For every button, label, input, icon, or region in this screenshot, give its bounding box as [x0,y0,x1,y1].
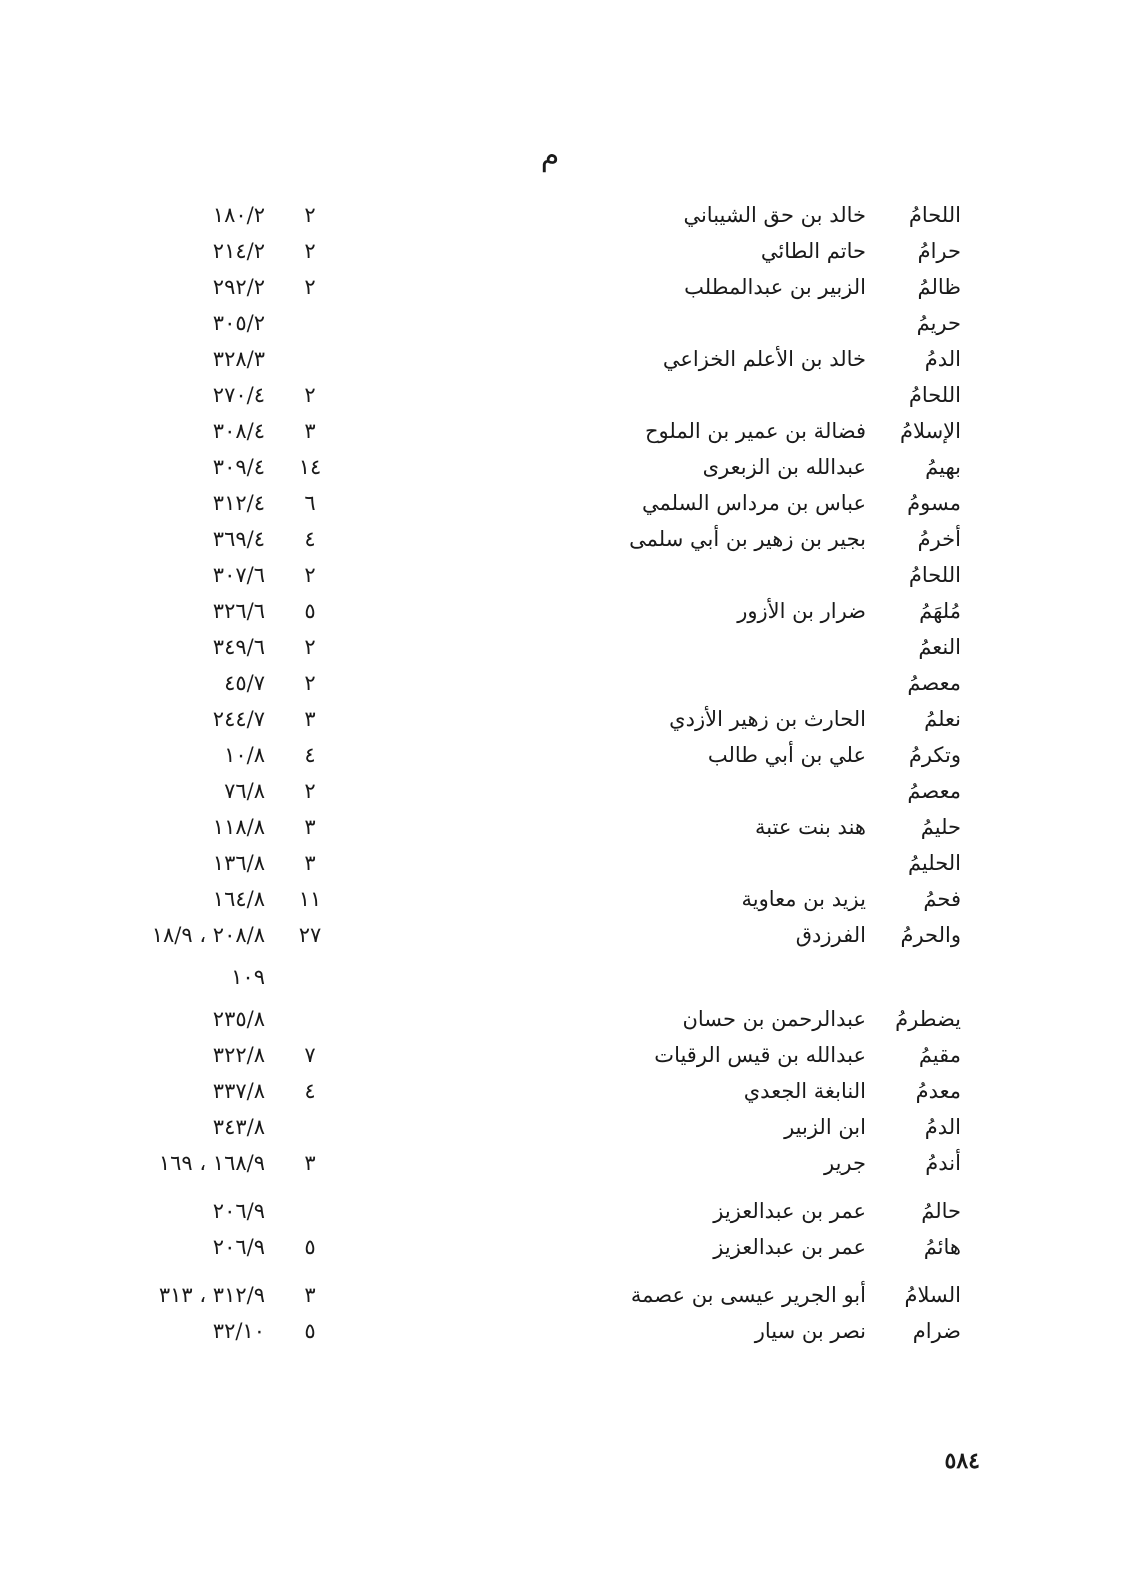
poet-name: أبو الجرير عيسى بن عصمة [630,1283,866,1307]
poet-name: خالد بن حق الشيباني [683,203,866,227]
rhyme-word: اللحامُ [908,563,961,587]
section-letter: م [540,138,560,173]
index-row [0,1316,1121,1352]
volume-page-reference: ٣٤٣/٨ [212,1115,265,1139]
rhyme-word: مُلهَمُ [919,599,961,623]
rhyme-word: أخرمُ [917,527,961,551]
index-row [0,704,1121,740]
verse-count: ٣ [304,419,316,443]
volume-page-reference: ١٠/٨ [224,743,265,767]
verse-count: ٤ [304,1079,316,1103]
verse-count: ٤ [304,527,316,551]
poetry-index-table [0,200,1121,1352]
rhyme-word: الإسلامُ [900,419,961,443]
rhyme-word: نعلمُ [924,707,961,731]
verse-count: ٧ [304,1043,316,1067]
index-row [0,632,1121,668]
rhyme-word: الدمُ [924,1115,961,1139]
volume-page-reference: ٢٠٨/٨ ، ١٨/٩ [151,923,265,947]
poet-name: النابغة الجعدي [743,1079,866,1103]
volume-page-reference: ٤٥/٧ [224,671,265,695]
poet-name: بجير بن زهير بن أبي سلمى [629,527,866,551]
volume-page-reference: ١٨٠/٢ [212,203,265,227]
verse-count: ٣ [304,1151,316,1175]
poet-name: ضرار بن الأزور [737,599,866,623]
rhyme-word: مقيمُ [918,1043,961,1067]
volume-page-reference: ٢٩٢/٢ [212,275,265,299]
volume-page-reference: ٣٠٩/٤ [212,455,265,479]
index-row [0,1040,1121,1076]
rhyme-word: حرامُ [917,239,961,263]
index-row [0,344,1121,380]
volume-page-reference: ٢٠٦/٩ [212,1235,265,1259]
verse-count: ١١ [298,887,322,911]
poet-name: ابن الزبير [784,1115,866,1139]
poet-name: عباس بن مرداس السلمي [642,491,866,515]
volume-page-reference: ٣٢/١٠ [212,1319,265,1343]
verse-count: ٣ [304,815,316,839]
verse-count: ٢ [304,779,316,803]
index-row [0,1076,1121,1112]
volume-page-reference: ٣٢٢/٨ [212,1043,265,1067]
rhyme-word: مسومُ [907,491,961,515]
verse-count: ٣ [304,851,316,875]
verse-count: ٣ [304,1283,316,1307]
volume-page-reference: ٣٣٧/٨ [212,1079,265,1103]
verse-count: ٦ [304,491,316,515]
volume-page-reference: ١١٨/٨ [212,815,265,839]
verse-count: ٥ [304,1319,316,1343]
index-row [0,1004,1121,1040]
rhyme-word: والحرمُ [900,923,961,947]
index-row [0,596,1121,632]
poet-name: حاتم الطائي [760,239,866,263]
rhyme-word: النعمُ [918,635,961,659]
volume-page-reference: ١٠٩ [231,965,265,989]
rhyme-word: معصمُ [907,671,961,695]
volume-page-reference: ٣٢٨/٣ [212,347,265,371]
rhyme-word: أندمُ [925,1151,961,1175]
poet-name: عبدالله بن قيس الرقيات [654,1043,866,1067]
volume-page-reference: ٢٠٦/٩ [212,1199,265,1223]
rhyme-word: حليمُ [920,815,961,839]
verse-count: ٢٧ [298,923,322,947]
volume-page-reference: ١٦٨/٩ ، ١٦٩ [158,1151,265,1175]
verse-count: ٢ [304,563,316,587]
poet-name: هند بنت عتبة [754,815,866,839]
index-row [0,272,1121,308]
poet-name: عبدالرحمن بن حسان [682,1007,866,1031]
verse-count: ٢ [304,275,316,299]
index-row [0,884,1121,920]
rhyme-word: ظالمُ [917,275,961,299]
index-row [0,1280,1121,1316]
index-row [0,776,1121,812]
rhyme-word: وتكرمُ [908,743,961,767]
rhyme-word: فحمُ [923,887,961,911]
index-row [0,524,1121,560]
poet-name: علي بن أبي طالب [707,743,866,767]
index-row [0,1232,1121,1268]
rhyme-word: هائمُ [923,1235,961,1259]
index-row [0,308,1121,344]
rhyme-word: معدمُ [915,1079,961,1103]
volume-page-reference: ٢٤٤/٧ [212,707,265,731]
volume-page-reference: ٣٠٥/٢ [212,311,265,335]
rhyme-word: حريمُ [916,311,961,335]
poet-name: فضالة بن عمير بن الملوح [645,419,866,443]
poet-name: خالد بن الأعلم الخزاعي [662,347,866,371]
index-row [0,1112,1121,1148]
volume-page-reference: ٧٦/٨ [224,779,265,803]
poet-name: يزيد بن معاوية [741,887,866,911]
volume-page-reference: ٣٠٧/٦ [212,563,265,587]
verse-count: ٢ [304,635,316,659]
poet-name: عمر بن عبدالعزيز [713,1235,866,1259]
volume-page-reference: ١٣٦/٨ [212,851,265,875]
index-row [0,1196,1121,1232]
poet-name: الزبير بن عبدالمطلب [684,275,866,299]
poet-name: الحارث بن زهير الأزدي [669,707,866,731]
poet-name: جرير [824,1151,866,1175]
volume-page-reference: ٣١٢/٩ ، ٣١٣ [158,1283,265,1307]
verse-count: ٢ [304,383,316,407]
verse-count: ٤ [304,743,316,767]
verse-count: ٥ [304,599,316,623]
index-row [0,962,1121,998]
rhyme-word: معصمُ [907,779,961,803]
index-row [0,380,1121,416]
index-row [0,416,1121,452]
volume-page-reference: ٢١٤/٢ [212,239,265,263]
rhyme-word: الحليمُ [907,851,961,875]
poet-name: عبدالله بن الزبعرى [702,455,866,479]
rhyme-word: اللحامُ [908,203,961,227]
volume-page-reference: ٢٧٠/٤ [212,383,265,407]
volume-page-reference: ٢٣٥/٨ [212,1007,265,1031]
poet-name: عمر بن عبدالعزيز [713,1199,866,1223]
volume-page-reference: ٣١٢/٤ [212,491,265,515]
verse-count: ٢ [304,239,316,263]
verse-count: ٥ [304,1235,316,1259]
index-row [0,488,1121,524]
poet-name: نصر بن سيار [754,1319,866,1343]
volume-page-reference: ١٦٤/٨ [212,887,265,911]
index-row [0,1148,1121,1184]
index-row [0,740,1121,776]
index-row [0,668,1121,704]
page-number: ٥٨٤ [944,1448,980,1474]
rhyme-word: ضرام [912,1319,961,1343]
index-row [0,920,1121,956]
volume-page-reference: ٣٦٩/٤ [212,527,265,551]
index-row [0,200,1121,236]
rhyme-word: حالمُ [921,1199,961,1223]
verse-count: ٢ [304,203,316,227]
volume-page-reference: ٣٤٩/٦ [212,635,265,659]
verse-count: ٣ [304,707,316,731]
poet-name: الفرزدق [795,923,866,947]
rhyme-word: الدمُ [924,347,961,371]
rhyme-word: السلامُ [904,1283,961,1307]
index-row [0,452,1121,488]
volume-page-reference: ٣٢٦/٦ [212,599,265,623]
verse-count: ٢ [304,671,316,695]
index-row [0,560,1121,596]
index-row [0,236,1121,272]
volume-page-reference: ٣٠٨/٤ [212,419,265,443]
rhyme-word: اللحامُ [908,383,961,407]
rhyme-word: يضطرمُ [895,1007,961,1031]
index-row [0,812,1121,848]
rhyme-word: بهيمُ [925,455,961,479]
index-row [0,848,1121,884]
verse-count: ١٤ [298,455,322,479]
